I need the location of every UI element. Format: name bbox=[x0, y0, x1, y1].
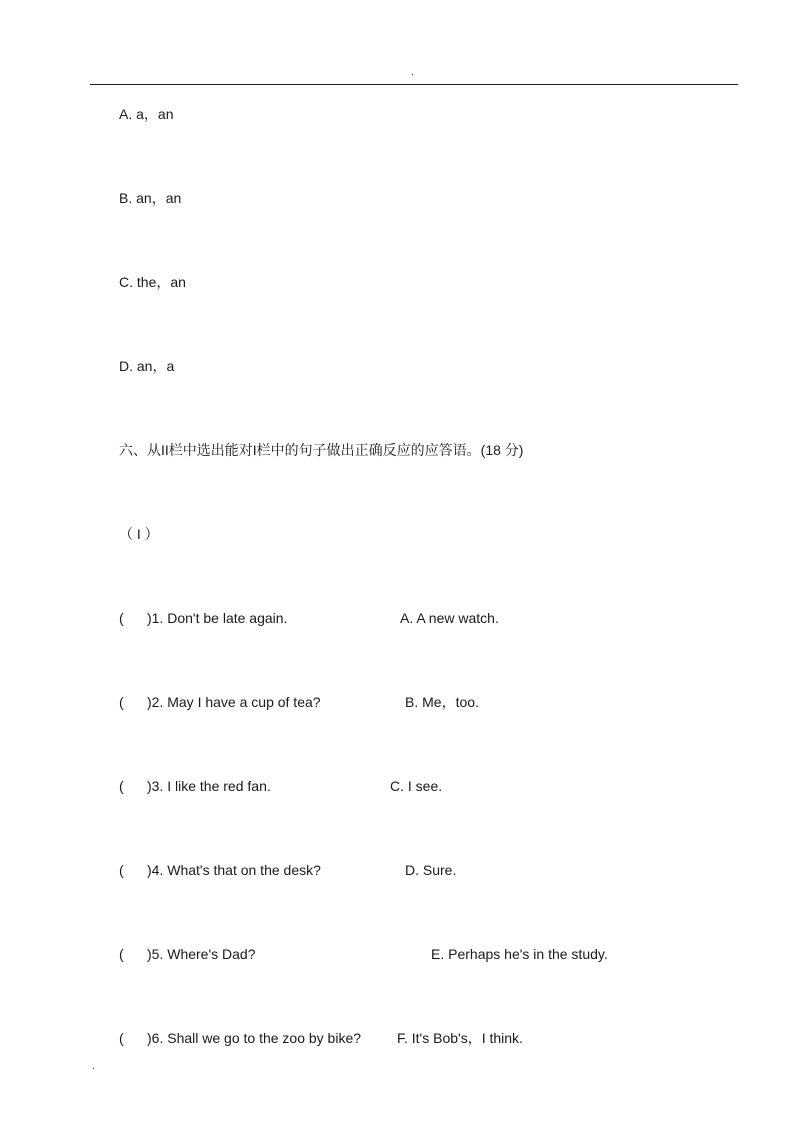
header-mark: . bbox=[411, 67, 414, 78]
answer-blank[interactable]: ( bbox=[119, 1030, 124, 1046]
option-d: D. an，a bbox=[119, 358, 175, 374]
answer-blank[interactable]: ( bbox=[119, 862, 124, 878]
option-c: C. the，an bbox=[119, 274, 186, 290]
answer-blank[interactable]: ( bbox=[119, 778, 124, 794]
option-a: A. a，an bbox=[119, 106, 174, 122]
paren-close: ) bbox=[147, 694, 152, 710]
response-option: F. It's Bob's，I think. bbox=[397, 1030, 523, 1046]
header-divider bbox=[90, 84, 738, 85]
match-row-4 bbox=[119, 861, 719, 879]
answer-blank[interactable]: ( bbox=[119, 610, 124, 626]
question-text: 5. Where's Dad? bbox=[151, 946, 256, 962]
match-row-3 bbox=[119, 777, 719, 795]
paren-close: ) bbox=[147, 862, 152, 878]
question-text: 2. May I have a cup of tea? bbox=[151, 694, 321, 710]
match-row-5 bbox=[119, 945, 719, 963]
question-text: 6. Shall we go to the zoo by bike? bbox=[151, 1030, 362, 1046]
match-row-2 bbox=[119, 693, 719, 711]
column-label: （ I ） bbox=[119, 526, 159, 542]
match-row-1 bbox=[119, 609, 719, 627]
paren-close: ) bbox=[147, 778, 152, 794]
question-text: 1. Don't be late again. bbox=[151, 610, 288, 626]
paren-close: ) bbox=[147, 946, 152, 962]
paren-close: ) bbox=[147, 1030, 152, 1046]
option-b: B. an，an bbox=[119, 190, 182, 206]
question bbox=[119, 945, 256, 963]
response-option: B. Me，too. bbox=[405, 694, 479, 710]
question bbox=[119, 609, 287, 627]
question bbox=[119, 861, 321, 879]
paren-close: ) bbox=[147, 610, 152, 626]
question bbox=[119, 777, 271, 795]
answer-blank[interactable]: ( bbox=[119, 946, 124, 962]
question-text: 3. I like the red fan. bbox=[151, 778, 271, 794]
section-title: 六、从II栏中选出能对I栏中的句子做出正确反应的应答语。(18 分) bbox=[119, 442, 524, 458]
match-row-6 bbox=[119, 1029, 719, 1047]
question bbox=[119, 693, 321, 711]
response-option: C. I see. bbox=[390, 778, 443, 794]
response-option: D. Sure. bbox=[405, 862, 457, 878]
footer-mark: . bbox=[92, 1061, 95, 1072]
question-text: 4. What's that on the desk? bbox=[151, 862, 321, 878]
question bbox=[119, 1029, 361, 1047]
response-option: E. Perhaps he's in the study. bbox=[431, 946, 608, 962]
answer-blank[interactable]: ( bbox=[119, 694, 124, 710]
response-option: A. A new watch. bbox=[400, 610, 499, 626]
